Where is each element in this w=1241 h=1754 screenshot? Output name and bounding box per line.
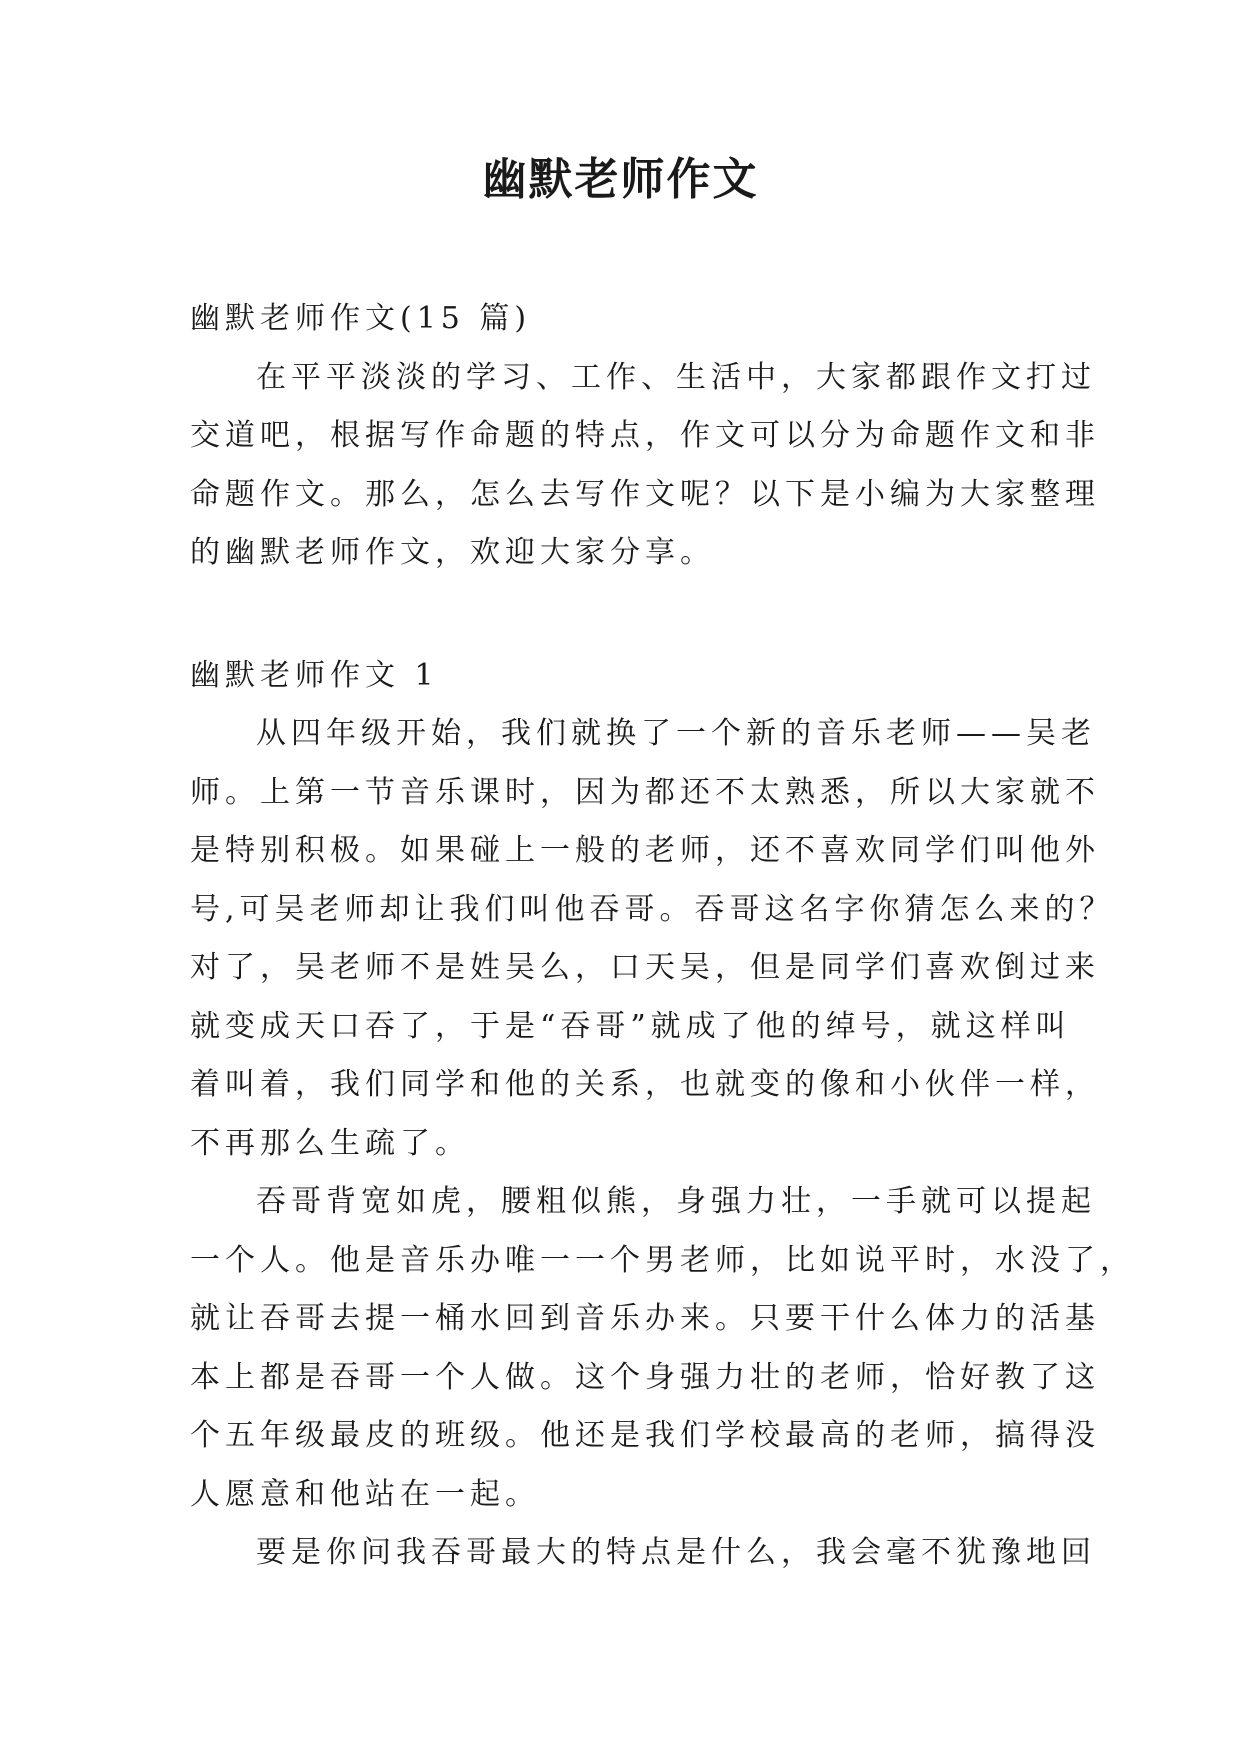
paragraph-line: 对了，吴老师不是姓吴么，口天吴，但是同学们喜欢倒过来 bbox=[190, 950, 1100, 985]
paragraph-line: 不再那么生疏了。 bbox=[190, 1125, 470, 1161]
paragraph-line: 人愿意和他站在一起。 bbox=[190, 1476, 540, 1512]
paragraph-line: 一个人。他是音乐办唯一一个男老师，比如说平时，水没了， bbox=[190, 1242, 1135, 1278]
body-paragraph-2 bbox=[190, 1173, 1135, 1524]
document-title: 幽默老师作文 bbox=[482, 154, 759, 205]
paragraph-line: 着叫着，我们同学和他的关系，也就变的像和小伙伴一样， bbox=[190, 1067, 1100, 1102]
intro-paragraph bbox=[190, 349, 1100, 583]
paragraph-line: 号,可吴老师却让我们叫他吞哥。吞哥这名字你猜怎么来的？ bbox=[190, 891, 1115, 927]
paragraph-line: 吞哥背宽如虎，腰粗似熊，身强力壮，一手就可以提起 bbox=[256, 1184, 1096, 1219]
paragraph-line: 个五年级最皮的班级。他还是我们学校最高的老师，搞得没 bbox=[190, 1418, 1100, 1453]
body-paragraph-1 bbox=[190, 705, 1115, 1173]
paragraph-line: 就变成天口吞了，于是“吞哥”就成了他的绰号，就这样叫 bbox=[190, 1008, 1071, 1044]
paragraph-line: 是特别积极。如果碰上一般的老师，还不喜欢同学们叫他外 bbox=[190, 833, 1100, 868]
paragraph-line: 师。上第一节音乐课时，因为都还不太熟悉，所以大家就不 bbox=[190, 774, 1100, 810]
intro-line: 在平平淡淡的学习、工作、生活中，大家都跟作文打过 bbox=[256, 359, 1096, 395]
section-heading: 幽默老师作文 1 bbox=[190, 657, 439, 693]
body-paragraph-3 bbox=[190, 1524, 1096, 1583]
intro-line: 交道吧，根据写作命题的特点，作文可以分为命题作文和非 bbox=[190, 418, 1100, 453]
paragraph-line: 要是你问我吞哥最大的特点是什么，我会毫不犹豫地回 bbox=[256, 1535, 1096, 1570]
paragraph-line: 本上都是吞哥一个人做。这个身强力壮的老师，恰好教了这 bbox=[190, 1359, 1100, 1395]
paragraph-line: 从四年级开始，我们就换了一个新的音乐老师——吴老 bbox=[256, 716, 1096, 751]
paragraph-line: 就让吞哥去提一桶水回到音乐办来。只要干什么体力的活基 bbox=[190, 1301, 1100, 1336]
document-body bbox=[190, 290, 1135, 1583]
section-spacer bbox=[190, 583, 1062, 647]
intro-line: 的幽默老师作文，欢迎大家分享。 bbox=[190, 535, 715, 570]
subtitle: 幽默老师作文(15 篇) bbox=[190, 301, 532, 336]
intro-line: 命题作文。那么，怎么去写作文呢？以下是小编为大家整理 bbox=[190, 476, 1100, 512]
